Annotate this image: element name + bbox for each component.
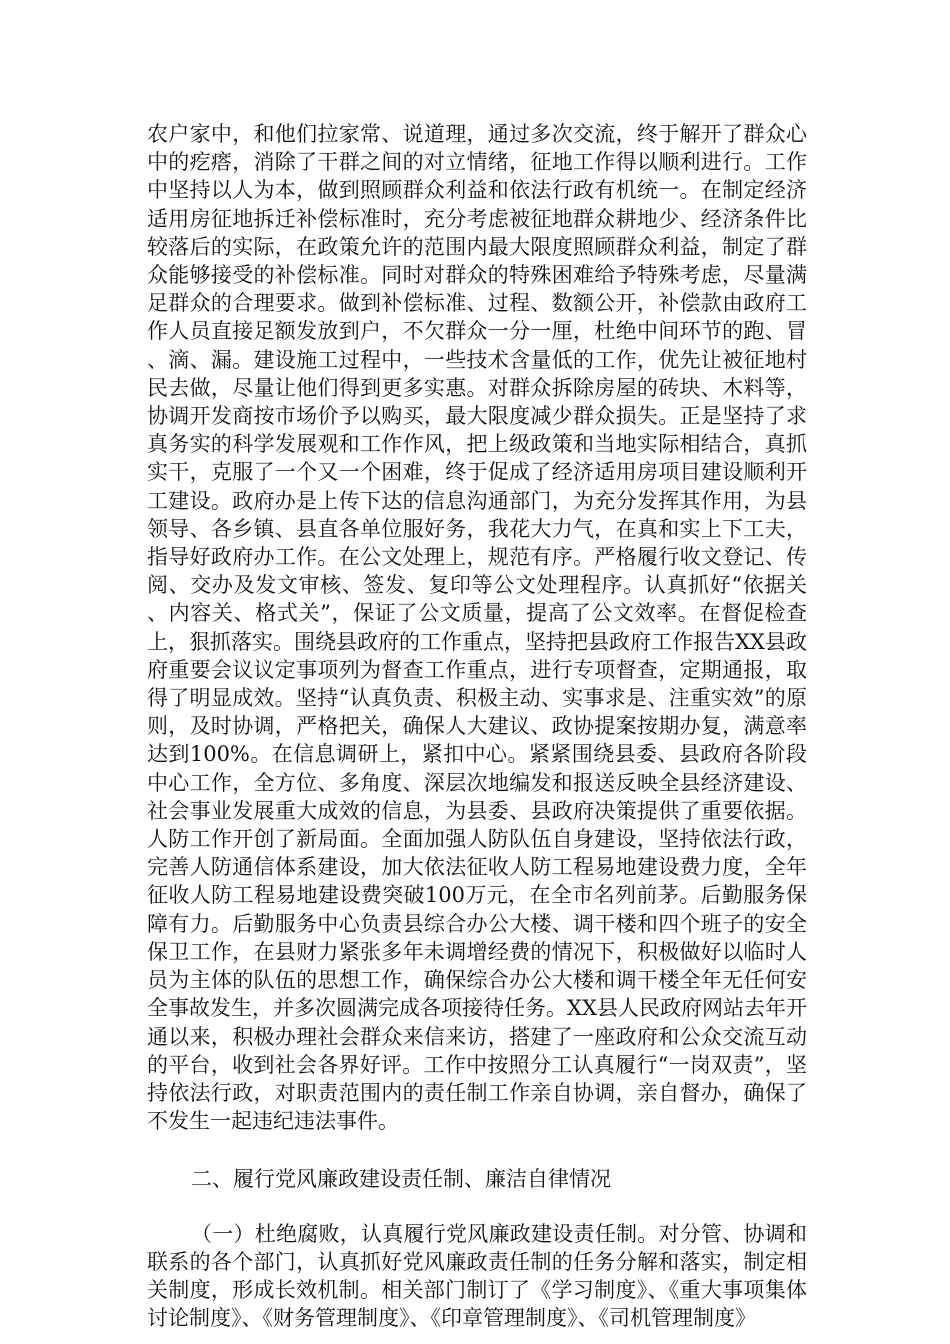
body-paragraph: 农户家中，和他们拉家常、说道理，通过多次交流，终于解开了群众心中的疙瘩，消除了干群之间的对立情绪，征地工作得以顺利进行。工作中坚持以人为本，做到照顾群众利益和依法行政有机统一。在制定经济适用房征地拆迁补偿标准时，充分考虑被征地群众耕地少、经济条件比较落后的实际，在政策允许的范围内最大限度照顾群众利益，制定了群众能够接受的补偿标准。同时对群众的特殊困难给予特殊考虑，尽量满足群众的合理要求。做到补偿标准、过程、数额公开，补偿款由政府工作人员直接足额发放到户，不欠群众一分一厘，杜绝中间环节的跑、冒、滴、漏。建设施工过程中，一些技术含量低的工作，优先让被征地村民去做，尽量让他们得到更多实惠。对群众拆除房屋的砖块、木料等，协调开发商按市场价予以购买，最大限度减少群众损失。正是坚持了求真务实的科学发展观和工作作风，把上级政策和当地实际相结合，真抓实干，克服了一个又一个困难，终于促成了经济适用房项目建设顺利开工建设。政府办是上传下达的信息沟通部门，为充分发挥其作用，为县领导、各乡镇、县直各单位服好务，我花大力气，在真和实上下工夫，指导好政府办工作。在公文处理上，规范有序。严格履行收文登记、传阅、交办及发文审核、签发、复印等公文处理程序。认真抓好“依据关、内容关、格式关”，保证了公文质量，提高了公文效率。在督促检查上，狠抓落实。围绕县政府的工作重点，坚持把县政府工作报告XX县政府重要会议议定事项列为督查工作重点，进行专项督查，定期通报，取得了明显成效。坚持“认真负责、积极主动、实事求是、注重实效”的原则，及时协调，严格把关，确保人大建议、政协提案按期办复，满意率达到100%。在信息调研上，紧扣中心。紧紧围绕县委、县政府各阶段中心工作，全方位、多角度、深层次地编发和报送反映全县经济建设、社会事业发展重大成效的信息，为县委、县政府决策提供了重要依据。人防工作开创了新局面。全面加强人防队伍自身建设，坚持依法行政，完善人防通信体系建设，加大依法征收人防工程易地建设费力度，全年征收人防工程易地建设费突破100万元，在全市名列前茅。后勤服务保障有力。后勤服务中心负责县综合办公大楼、调干楼和四个班子的安全保卫工作，在县财力紧张多年未调增经费的情况下，积极做好以临时人员为主体的队伍的思想工作，确保综合办公大楼和调干楼全年无任何安全事故发生，并多次圆满完成各项接待任务。XX县人民政府网站去年开通以来，积极办理社会群众来信来访，搭建了一座政府和公众交流互动的平台，收到社会各界好评。工作中按照分工认真履行“一岗双责”，坚持依法行政，对职责范围内的责任制工作亲自协调，亲自督办，确保了不发生一起违纪违法事件。 bbox=[147, 122, 807, 1134]
body-paragraph-indented: （一）杜绝腐败，认真履行党风廉政建设责任制。对分管、协调和联系的各个部门，认真抓好党风廉政责任制的任务分解和落实，制定相关制度，形成长效机制。相关部门制订了《学习制度》、《重大事项集体讨论制度》、《财务管理制度》、《印章管理制度》、《司机管理制度》 bbox=[147, 1221, 807, 1331]
section-heading: 二、履行党风廉政建设责任制、廉洁自律情况 bbox=[191, 1167, 611, 1192]
document-body bbox=[147, 120, 807, 1332]
